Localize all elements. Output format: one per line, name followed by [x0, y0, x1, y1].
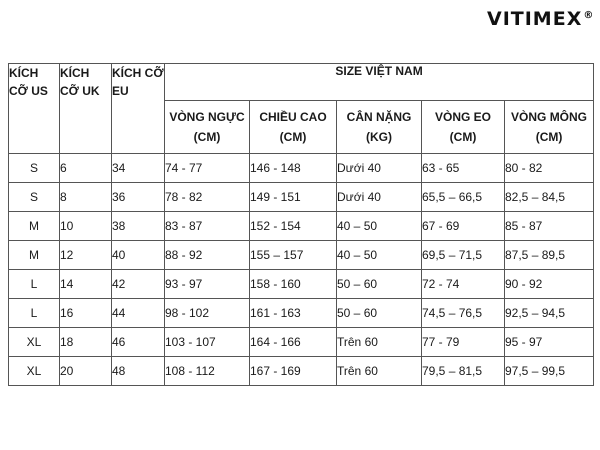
cell-height: 164 - 166: [250, 328, 337, 357]
cell-weight: 40 – 50: [337, 212, 422, 241]
cell-height: 155 – 157: [250, 241, 337, 270]
cell-height: 152 - 154: [250, 212, 337, 241]
cell-us-size: L: [9, 299, 60, 328]
cell-weight: Dưới 40: [337, 183, 422, 212]
cell-chest: 88 - 92: [165, 241, 250, 270]
cell-waist: 69,5 – 71,5: [422, 241, 505, 270]
cell-chest: 83 - 87: [165, 212, 250, 241]
table-row: [9, 270, 594, 299]
cell-eu-size: 44: [112, 299, 165, 328]
cell-waist: 79,5 – 81,5: [422, 357, 505, 386]
cell-uk-size: 10: [60, 212, 112, 241]
cell-uk-size: 12: [60, 241, 112, 270]
cell-hip: 85 - 87: [505, 212, 594, 241]
cell-hip: 97,5 – 99,5: [505, 357, 594, 386]
table-row: [9, 299, 594, 328]
cell-chest: 103 - 107: [165, 328, 250, 357]
cell-uk-size: 18: [60, 328, 112, 357]
cell-waist: 74,5 – 76,5: [422, 299, 505, 328]
cell-uk-size: 16: [60, 299, 112, 328]
header-uk-size: KÍCH CỠ UK: [60, 64, 112, 154]
cell-hip: 90 - 92: [505, 270, 594, 299]
cell-eu-size: 46: [112, 328, 165, 357]
cell-eu-size: 48: [112, 357, 165, 386]
cell-eu-size: 42: [112, 270, 165, 299]
cell-chest: 74 - 77: [165, 154, 250, 183]
cell-us-size: L: [9, 270, 60, 299]
cell-eu-size: 36: [112, 183, 165, 212]
cell-weight: Dưới 40: [337, 154, 422, 183]
header-eu-size: KÍCH CỠ EU: [112, 64, 165, 154]
cell-height: 161 - 163: [250, 299, 337, 328]
cell-hip: 92,5 – 94,5: [505, 299, 594, 328]
cell-chest: 78 - 82: [165, 183, 250, 212]
cell-waist: 72 - 74: [422, 270, 505, 299]
cell-waist: 65,5 – 66,5: [422, 183, 505, 212]
cell-hip: 95 - 97: [505, 328, 594, 357]
header-vietnam-size: SIZE VIỆT NAM: [165, 64, 594, 101]
cell-height: 146 - 148: [250, 154, 337, 183]
cell-us-size: S: [9, 183, 60, 212]
table-row: [9, 241, 594, 270]
cell-chest: 108 - 112: [165, 357, 250, 386]
cell-weight: 50 – 60: [337, 299, 422, 328]
cell-height: 149 - 151: [250, 183, 337, 212]
table-row: [9, 154, 594, 183]
cell-waist: 77 - 79: [422, 328, 505, 357]
cell-height: 167 - 169: [250, 357, 337, 386]
table-row: [9, 183, 594, 212]
table-row: [9, 212, 594, 241]
cell-uk-size: 8: [60, 183, 112, 212]
cell-us-size: XL: [9, 357, 60, 386]
header-height: CHIỀU CAO (CM): [250, 101, 337, 154]
cell-eu-size: 34: [112, 154, 165, 183]
cell-uk-size: 20: [60, 357, 112, 386]
header-hip: VÒNG MÔNG (CM): [505, 101, 594, 154]
cell-waist: 63 - 65: [422, 154, 505, 183]
table-row: [9, 328, 594, 357]
cell-us-size: M: [9, 241, 60, 270]
header-chest: VÒNG NGỰC (CM): [165, 101, 250, 154]
cell-height: 158 - 160: [250, 270, 337, 299]
cell-us-size: M: [9, 212, 60, 241]
cell-chest: 93 - 97: [165, 270, 250, 299]
cell-us-size: S: [9, 154, 60, 183]
cell-chest: 98 - 102: [165, 299, 250, 328]
cell-us-size: XL: [9, 328, 60, 357]
brand-logo: [487, 8, 594, 30]
cell-weight: Trên 60: [337, 357, 422, 386]
cell-hip: 80 - 82: [505, 154, 594, 183]
cell-eu-size: 40: [112, 241, 165, 270]
header-weight: CÂN NẶNG (KG): [337, 101, 422, 154]
size-chart-table: [8, 63, 594, 386]
cell-weight: 40 – 50: [337, 241, 422, 270]
header-us-size: KÍCH CỠ US: [9, 64, 60, 154]
header-waist: VÒNG EO (CM): [422, 101, 505, 154]
cell-uk-size: 6: [60, 154, 112, 183]
header-row-group: [9, 64, 594, 101]
cell-waist: 67 - 69: [422, 212, 505, 241]
cell-eu-size: 38: [112, 212, 165, 241]
cell-weight: 50 – 60: [337, 270, 422, 299]
cell-uk-size: 14: [60, 270, 112, 299]
table-row: [9, 357, 594, 386]
cell-weight: Trên 60: [337, 328, 422, 357]
cell-hip: 82,5 – 84,5: [505, 183, 594, 212]
cell-hip: 87,5 – 89,5: [505, 241, 594, 270]
registered-mark: ®: [583, 9, 595, 21]
brand-name: VITIMEX: [487, 8, 583, 30]
